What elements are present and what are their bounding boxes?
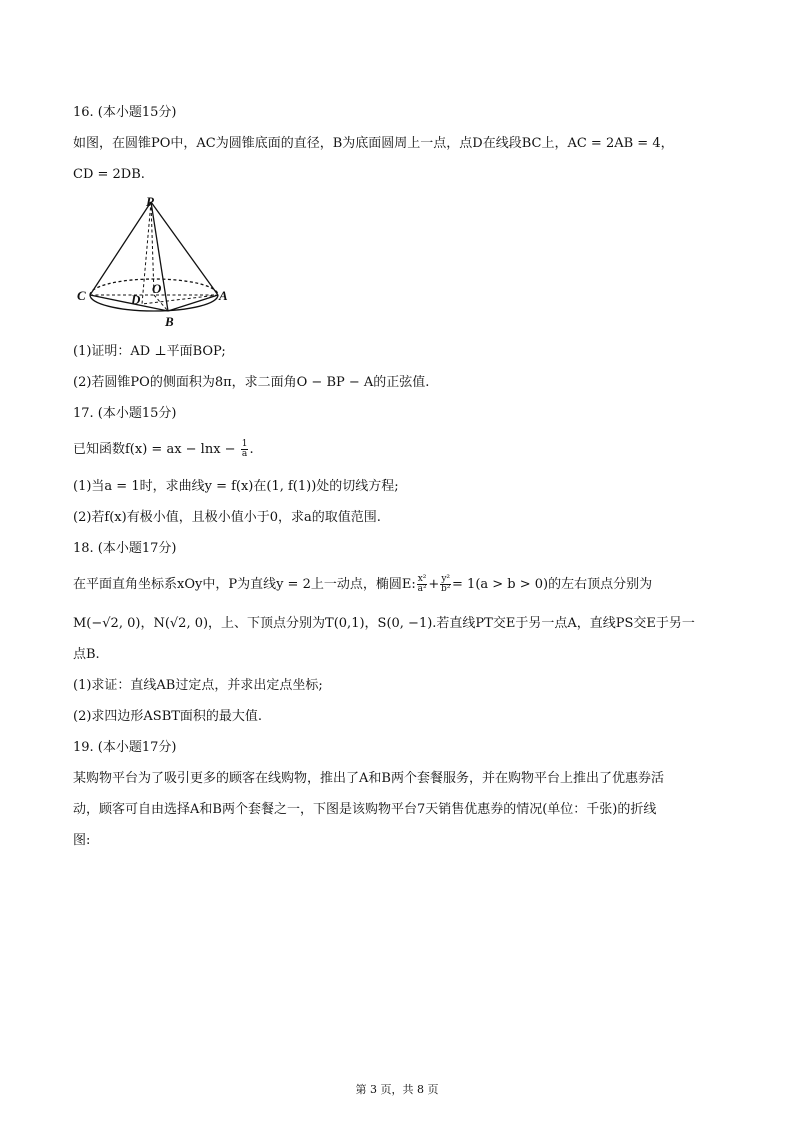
q18-line1-pre: 在平面直角坐标系xOy中，P为直线y = 2上一动点，椭圆E: [73, 577, 416, 592]
q18-line3: 点B. [73, 647, 100, 662]
cone-figure [72, 192, 232, 334]
q18-header: 18. (本小题17分) [73, 541, 177, 556]
label-P: P [146, 194, 154, 209]
q18-frac-y [440, 575, 451, 594]
q18-frac-x-num: x² [417, 574, 427, 584]
q18-frac-y-num: y² [441, 574, 451, 584]
chord-CB [90, 295, 168, 311]
q18-frac-x [417, 575, 428, 594]
q18-frac-y-den: b² [440, 584, 451, 594]
segment-AD [142, 295, 218, 304]
q17-fraction [241, 440, 249, 459]
q18-part2: (2)求四边形ASBT面积的最大值. [73, 709, 263, 724]
q18-line1-post: = 1(a > b > 0)的左右顶点分别为 [452, 577, 653, 592]
page-footer: 第 3 页，共 8 页 [355, 1083, 439, 1096]
q17-header: 17. (本小题15分) [73, 406, 177, 421]
q17-frac-den: a [241, 449, 248, 459]
q18-line1 [73, 575, 652, 594]
segment-PD [142, 202, 151, 304]
q17-part2: (2)若f(x)有极小值，且极小值小于0，求a的取值范围. [73, 510, 381, 525]
q18-part1: (1)求证：直线AB过定点，并求出定点坐标; [73, 678, 323, 693]
q16-part1: (1)证明：AD ⊥平面BOP; [73, 344, 226, 359]
label-O: O [152, 281, 162, 296]
label-B: B [165, 314, 174, 329]
q18-line2: M(−√2, 0)，N(√2, 0)，上、下顶点分别为T(0,1)，S(0, −1).若直线PT交E于另一点A，直线PS交E于另一 [73, 616, 695, 631]
label-A: A [219, 288, 228, 303]
q16-header: 16. (本小题15分) [73, 105, 177, 120]
q18-plus: + [428, 577, 440, 592]
q19-line1: 某购物平台为了吸引更多的顾客在线购物，推出了A和B两个套餐服务，并在购物平台上推出了优惠券活 [73, 771, 664, 786]
label-C: C [77, 288, 86, 303]
q18-frac-x-den: a² [417, 584, 427, 594]
q16-part2: (2)若圆锥PO的侧面积为8π，求二面角O − BP − A的正弦值. [73, 375, 430, 390]
q19-line2: 动，顾客可自由选择A和B两个套餐之一，下图是该购物平台7天销售优惠券的情况(单位：千张)的折线 [73, 802, 657, 817]
q17-stem-pre: 已知函数f(x) = ax − lnx − [73, 442, 236, 457]
q17-stem-post: . [249, 442, 254, 457]
q19-line3: 图: [73, 833, 91, 848]
q17-part1: (1)当a = 1时，求曲线y = f(x)在(1, f(1))处的切线方程; [73, 479, 399, 494]
label-D: D [131, 292, 141, 307]
q17-frac-num: 1 [241, 439, 248, 449]
q19-header: 19. (本小题17分) [73, 740, 177, 755]
q16-stem-line1: 如图，在圆锥PO中，AC为圆锥底面的直径，B为底面圆周上一点，点D在线段BC上，AC = 2AB = 4， [73, 136, 674, 151]
q17-stem [73, 440, 254, 459]
q16-stem-line2: CD = 2DB. [73, 167, 145, 182]
